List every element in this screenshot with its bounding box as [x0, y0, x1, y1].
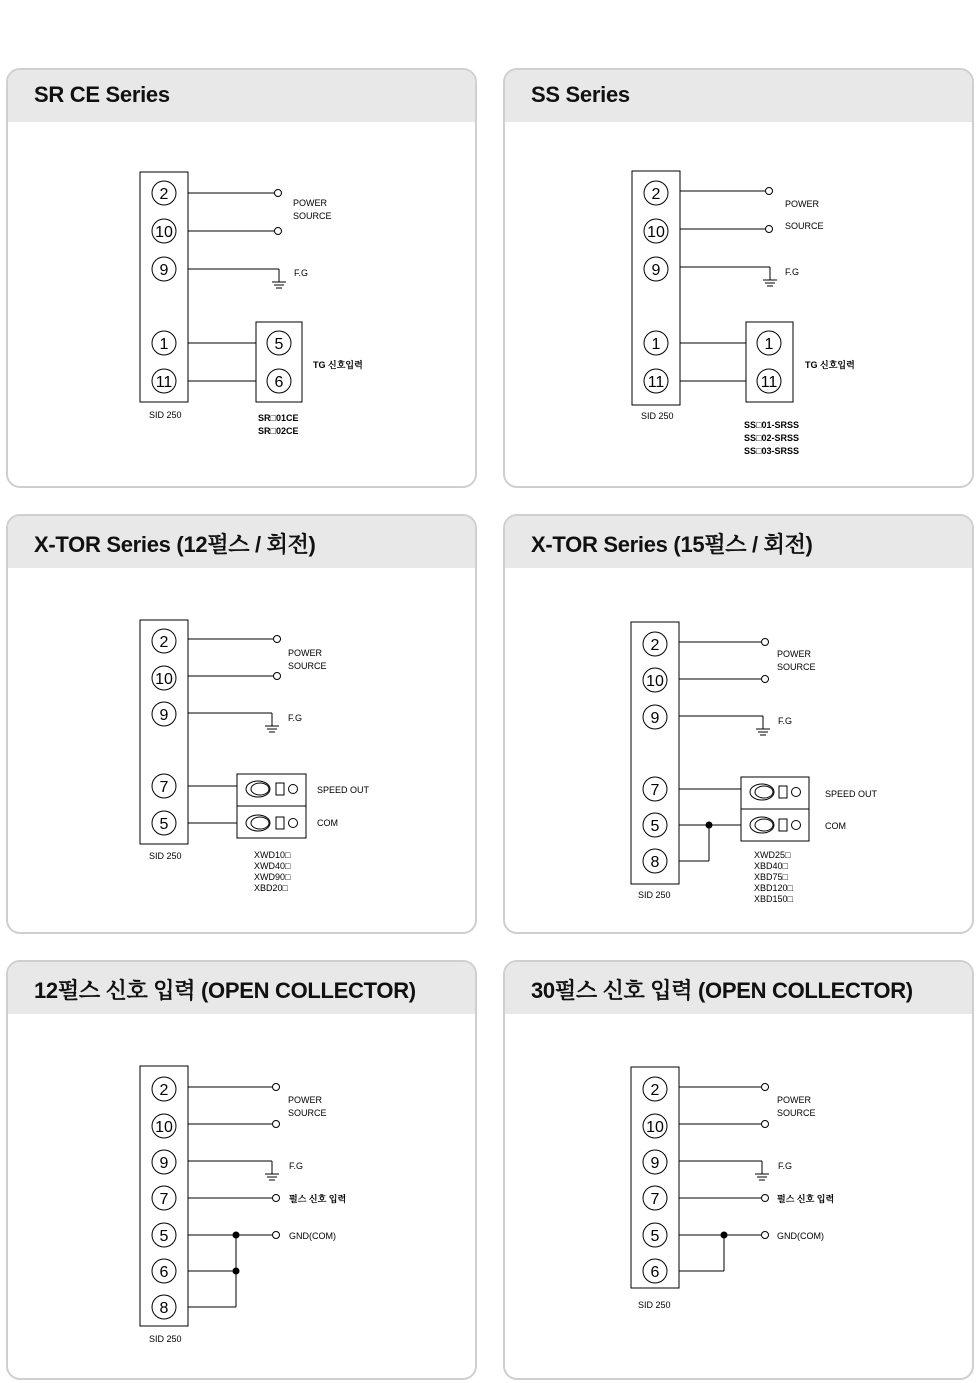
com-label: COM — [317, 818, 338, 828]
pin-2 — [152, 181, 176, 205]
svg-text:5: 5 — [274, 336, 284, 353]
pulse-input-label: 펄스 신호 입력 — [289, 1194, 347, 1204]
pin-2 — [643, 632, 667, 656]
svg-text:6: 6 — [159, 1264, 169, 1281]
optocoupler-icon — [750, 784, 801, 800]
pin-10 — [644, 219, 668, 243]
ground-icon — [265, 713, 279, 732]
svg-text:11: 11 — [647, 374, 665, 391]
com-label: COM — [825, 821, 846, 831]
terminal-dot — [762, 639, 769, 646]
panel-12-pulse-open-collector — [6, 960, 477, 1380]
terminal-dot — [275, 228, 282, 235]
device-pin-1 — [757, 331, 781, 355]
terminal-dot — [273, 1195, 280, 1202]
pin-7 — [643, 1186, 667, 1210]
wiring-diagram — [505, 516, 974, 934]
fg-label: F.G — [289, 1161, 304, 1171]
terminal-dot — [274, 673, 281, 680]
svg-text:1: 1 — [651, 336, 661, 353]
source-label: SOURCE — [288, 1108, 327, 1118]
block-label: SID 250 — [638, 1300, 671, 1310]
svg-text:2: 2 — [650, 1082, 660, 1099]
svg-text:7: 7 — [650, 782, 660, 799]
terminal-dot — [273, 1232, 280, 1239]
svg-text:2: 2 — [159, 634, 169, 651]
pin-5 — [643, 1223, 667, 1247]
ground-icon — [763, 267, 777, 286]
panel-title: SS Series — [531, 82, 630, 107]
wiring-diagram — [8, 962, 477, 1380]
pin-2 — [643, 1077, 667, 1101]
svg-text:1: 1 — [159, 336, 169, 353]
terminal-dot — [762, 676, 769, 683]
optocoupler-icon — [750, 817, 801, 833]
fg-label: F.G — [778, 716, 793, 726]
svg-text:7: 7 — [159, 1191, 169, 1208]
svg-text:9: 9 — [650, 710, 660, 727]
terminal-block — [140, 620, 188, 844]
svg-text:2: 2 — [159, 1082, 169, 1099]
svg-text:5: 5 — [159, 1228, 169, 1245]
panel-30-pulse-open-collector — [503, 960, 974, 1380]
power-label: POWER — [785, 199, 820, 209]
device-pin-5 — [267, 331, 291, 355]
panel-title: 12펄스 신호 입력 (OPEN COLLECTOR) — [34, 978, 416, 1003]
model-label: XBD40□ — [754, 861, 788, 871]
power-label: POWER — [777, 649, 812, 659]
block-label: SID 250 — [149, 410, 182, 420]
pin-9 — [152, 257, 176, 281]
panel-xtor-12-pulse — [6, 514, 477, 934]
pin-9 — [643, 705, 667, 729]
svg-text:11: 11 — [760, 374, 778, 391]
device-pin-6 — [267, 369, 291, 393]
pin-7 — [152, 1186, 176, 1210]
wiring-diagram — [8, 70, 477, 488]
terminal-dot — [274, 636, 281, 643]
block-label: SID 250 — [149, 1334, 182, 1344]
pin-5 — [152, 1223, 176, 1247]
speed-out-label: SPEED OUT — [825, 789, 878, 799]
wiring-diagram — [8, 516, 477, 934]
pin-9 — [644, 257, 668, 281]
wiring-diagram — [505, 962, 974, 1380]
svg-text:11: 11 — [155, 374, 173, 391]
svg-text:5: 5 — [650, 1228, 660, 1245]
pin-2 — [644, 181, 668, 205]
block-label: SID 250 — [149, 851, 182, 861]
svg-text:10: 10 — [647, 224, 665, 241]
terminal-dot — [762, 1121, 769, 1128]
power-label: POWER — [288, 648, 323, 658]
terminal-dot — [762, 1195, 769, 1202]
model-label: XBD120□ — [754, 883, 793, 893]
pin-10 — [152, 666, 176, 690]
panel-title: X-TOR Series (12펄스 / 회전) — [34, 532, 316, 557]
power-label: POWER — [288, 1095, 323, 1105]
model-label: SS□03-SRSS — [744, 446, 799, 456]
svg-text:8: 8 — [650, 854, 660, 871]
model-label: SS□01-SRSS — [744, 420, 799, 430]
svg-text:7: 7 — [650, 1191, 660, 1208]
source-label: SOURCE — [777, 1108, 816, 1118]
wiring-diagram — [505, 70, 974, 488]
tg-signal-label: TG 신호입력 — [313, 360, 363, 370]
panel-sr-ce-series — [6, 68, 477, 488]
source-label: SOURCE — [293, 211, 332, 221]
svg-text:2: 2 — [159, 186, 169, 203]
ground-icon — [755, 1161, 769, 1180]
terminal-block — [631, 1067, 679, 1288]
model-label: XWD90□ — [254, 872, 291, 882]
terminal-block — [140, 172, 188, 402]
svg-text:10: 10 — [155, 1119, 173, 1136]
terminal-dot — [273, 1121, 280, 1128]
pin-1 — [152, 331, 176, 355]
pulse-input-label: 펄스 신호 입력 — [777, 1194, 835, 1204]
fg-label: F.G — [288, 713, 303, 723]
model-label: XBD20□ — [254, 883, 288, 893]
svg-text:10: 10 — [155, 224, 173, 241]
terminal-dot — [762, 1084, 769, 1091]
svg-text:6: 6 — [650, 1264, 660, 1281]
pin-10 — [643, 668, 667, 692]
pin-9 — [643, 1150, 667, 1174]
pin-8 — [152, 1295, 176, 1319]
model-label: SR□02CE — [258, 426, 299, 436]
model-label: SR□01CE — [258, 413, 299, 423]
gnd-com-label: GND(COM) — [777, 1231, 824, 1241]
pin-2 — [152, 1077, 176, 1101]
device-pin-11 — [757, 369, 781, 393]
terminal-dot — [275, 190, 282, 197]
gnd-com-label: GND(COM) — [289, 1231, 336, 1241]
terminal-dot — [766, 188, 773, 195]
block-label: SID 250 — [638, 890, 671, 900]
svg-text:9: 9 — [159, 262, 169, 279]
pin-5 — [152, 811, 176, 835]
pin-9 — [152, 1150, 176, 1174]
optocoupler-icon — [246, 781, 298, 797]
pin-9 — [152, 702, 176, 726]
svg-text:1: 1 — [764, 336, 774, 353]
fg-label: F.G — [294, 268, 309, 278]
ground-icon — [265, 1161, 279, 1180]
svg-text:5: 5 — [159, 816, 169, 833]
panel-title: 30펄스 신호 입력 (OPEN COLLECTOR) — [531, 978, 913, 1003]
terminal-dot — [273, 1084, 280, 1091]
pin-8 — [643, 849, 667, 873]
svg-text:10: 10 — [646, 673, 664, 690]
svg-text:10: 10 — [155, 671, 173, 688]
pin-6 — [643, 1259, 667, 1283]
panel-title: X-TOR Series (15펄스 / 회전) — [531, 532, 813, 557]
pin-10 — [643, 1114, 667, 1138]
pin-11 — [152, 369, 176, 393]
panel-xtor-15-pulse — [503, 514, 974, 934]
pin-10 — [152, 1114, 176, 1138]
fg-label: F.G — [785, 267, 800, 277]
terminal-block — [631, 622, 679, 884]
model-label: XWD40□ — [254, 861, 291, 871]
svg-text:8: 8 — [159, 1300, 169, 1317]
svg-text:5: 5 — [650, 818, 660, 835]
pin-10 — [152, 219, 176, 243]
optocoupler-icon — [246, 815, 298, 831]
pin-1 — [644, 331, 668, 355]
pin-2 — [152, 629, 176, 653]
power-label: POWER — [777, 1095, 812, 1105]
svg-text:9: 9 — [159, 707, 169, 724]
panel-title: SR CE Series — [34, 82, 170, 107]
junction-dot — [233, 1268, 240, 1275]
panel-ss-series — [503, 68, 974, 488]
svg-text:6: 6 — [274, 374, 284, 391]
pin-11 — [644, 369, 668, 393]
tg-signal-label: TG 신호입력 — [805, 360, 855, 370]
ground-icon — [756, 716, 770, 735]
svg-text:7: 7 — [159, 779, 169, 796]
pin-7 — [643, 777, 667, 801]
source-label: SOURCE — [785, 221, 824, 231]
model-label: XBD75□ — [754, 872, 788, 882]
svg-text:9: 9 — [651, 262, 661, 279]
pin-5 — [643, 813, 667, 837]
pin-6 — [152, 1259, 176, 1283]
svg-text:2: 2 — [650, 637, 660, 654]
terminal-dot — [762, 1232, 769, 1239]
svg-text:9: 9 — [650, 1155, 660, 1172]
model-label: XWD10□ — [254, 850, 291, 860]
terminal-dot — [766, 226, 773, 233]
block-label: SID 250 — [641, 411, 674, 421]
terminal-block — [632, 171, 680, 405]
svg-text:9: 9 — [159, 1155, 169, 1172]
model-label: SS□02-SRSS — [744, 433, 799, 443]
source-label: SOURCE — [777, 662, 816, 672]
power-label: POWER — [293, 198, 328, 208]
pin-7 — [152, 774, 176, 798]
fg-label: F.G — [778, 1161, 793, 1171]
svg-text:10: 10 — [646, 1119, 664, 1136]
ground-icon — [272, 269, 286, 288]
svg-text:2: 2 — [651, 186, 661, 203]
source-label: SOURCE — [288, 661, 327, 671]
model-label: XBD150□ — [754, 894, 793, 904]
model-label: XWD25□ — [754, 850, 791, 860]
speed-out-label: SPEED OUT — [317, 785, 370, 795]
